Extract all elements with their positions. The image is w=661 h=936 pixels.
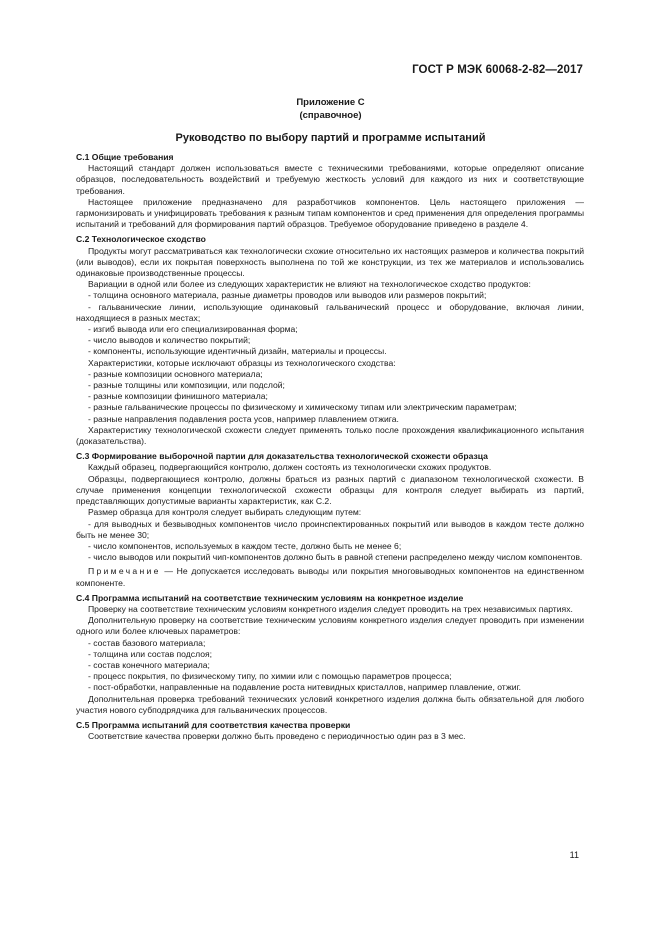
annex-type: (справочное): [299, 110, 362, 121]
list-item: - число выводов и количество покрытий;: [88, 335, 251, 346]
note: [76, 566, 584, 588]
annex-title: Руководство по выбору партий и программе испытаний: [175, 132, 486, 144]
list-item: - разные композиции финишного материала;: [88, 391, 268, 402]
list-item: - процесс покрытия, по физическому типу, по химии или с помощью параметров процесса;: [88, 671, 452, 682]
standard-code: ГОСТ Р МЭК 60068-2-82—2017: [412, 64, 583, 76]
list-item: - число компонентов, используемых в каждом тесте, должно быть не менее 6;: [88, 540, 402, 551]
paragraph: Образцы, подвергающиеся контролю, должны браться из разных партий с диапазоном технологической схожести. В случае применения концепции технологической схожести образцы для контроля следует выбирать из партий, представляющих допустимые варианты характеристик, как С.2.: [76, 473, 584, 507]
paragraph: Каждый образец, подвергающийся контролю, должен состоять из технологически схожих продуктов.: [88, 462, 492, 473]
list-item: - изгиб вывода или его специализированная форма;: [88, 324, 298, 335]
page-number: 11: [569, 850, 579, 860]
list-item: - разные гальванические процессы по физическому и химическому типам или электрическим параметрам;: [88, 402, 517, 413]
list-item: - гальванические линии, использующие одинаковый гальванический процесс и оборудование, включая линии, находящиеся в разных местах;: [76, 301, 584, 323]
document-body: [76, 152, 584, 742]
paragraph: Настоящее приложение предназначено для разработчиков компонентов. Цель настоящего приложения — гармонизировать и унифицировать требования к разным типам компонентов и сред применения для определения программы испытаний и требований для формирования партий образцов. Требуемое оборудование приведено в разделе 4.: [76, 196, 584, 230]
paragraph: Характеристики, которые исключают образцы из технологического сходства:: [88, 357, 396, 368]
list-item: - толщина основного материала, разные диаметры проводов или выводов или размеров покрытий;: [88, 290, 487, 301]
list-item: - пост-обработки, направленные на подавление роста нитевидных кристаллов, например плавление, отжиг.: [88, 682, 522, 693]
section-heading-c2: С.2 Технологическое сходство: [76, 234, 206, 245]
section-heading-c3: С.3 Формирование выборочной партии для доказательства технологической схожести образца: [76, 451, 488, 462]
list-item: - разные композиции основного материала;: [88, 368, 263, 379]
paragraph: Соответствие качества проверки должно быть проведено с периодичностью один раз в 3 мес.: [88, 731, 466, 742]
section-heading-c4: С.4 Программа испытаний на соответствие техническим условиям на конкретное изделие: [76, 592, 464, 603]
list-item: - число выводов или покрытий чип-компонентов должно быть в равной степени распределено между числом компонентов.: [88, 552, 583, 563]
paragraph: Дополнительная проверка требований технических условий конкретного изделия должна быть обязательной для любого участия нового субподрядчика для гальванических процессов.: [76, 693, 584, 715]
list-item: - состав конечного материала;: [88, 659, 210, 670]
list-item: - компоненты, использующие идентичный дизайн, материалы и процессы.: [88, 346, 387, 357]
list-item: - толщина или состав подслоя;: [88, 648, 213, 659]
paragraph: Продукты могут рассматриваться как технологически схожие относительно их настоящих размеров и количества покрытий (или выводов), если их покрытая поверхность выполнена по той же конструкции, из тех же материалов и использовались одинаковые производственные процессы.: [76, 245, 584, 279]
note-text: — Не допускается исследовать выводы или покрытия многовыводных компонентов на единственном компоненте.: [76, 566, 584, 588]
paragraph: Размер образца для контроля следует выбирать следующим путем:: [88, 507, 362, 518]
section-heading-c1: С.1 Общие требования: [76, 152, 174, 162]
note-label: Примечание: [88, 566, 161, 577]
annex-label: Приложение С: [296, 97, 365, 108]
paragraph: Вариации в одной или более из следующих характеристик не влияют на технологическое сходство продуктов:: [88, 279, 531, 290]
list-item: - разные толщины или композиции, или подслой;: [88, 380, 285, 391]
paragraph: Проверку на соответствие техническим условиям конкретного изделия следует проводить на трех независимых партиях.: [88, 603, 573, 614]
paragraph: Характеристику технологической схожести следует применять только после прохождения квалификационного испытания (доказательства).: [76, 424, 584, 447]
paragraph: Дополнительную проверку на соответствие техническим условиям конкретного изделия следует проводить при изменении одного или более ключевых параметров:: [76, 615, 584, 637]
list-item: - для выводных и безвыводных компонентов число проинспектированных покрытий или выводов в каждом тесте должно быть не менее 30;: [76, 518, 584, 540]
list-item: - разные направления подавления роста усов, например плавлением отжига.: [88, 413, 399, 424]
list-item: - состав базового материала;: [88, 637, 206, 648]
paragraph: Настоящий стандарт должен использоваться вместе с техническими требованиями, которые определяют описание образцов, последовательность воздействий и требуемую жесткость условий для каждого из них и соответствующие требования.: [76, 163, 584, 196]
section-heading-c5: С.5 Программа испытаний для соответствия качества проверки: [76, 719, 351, 730]
